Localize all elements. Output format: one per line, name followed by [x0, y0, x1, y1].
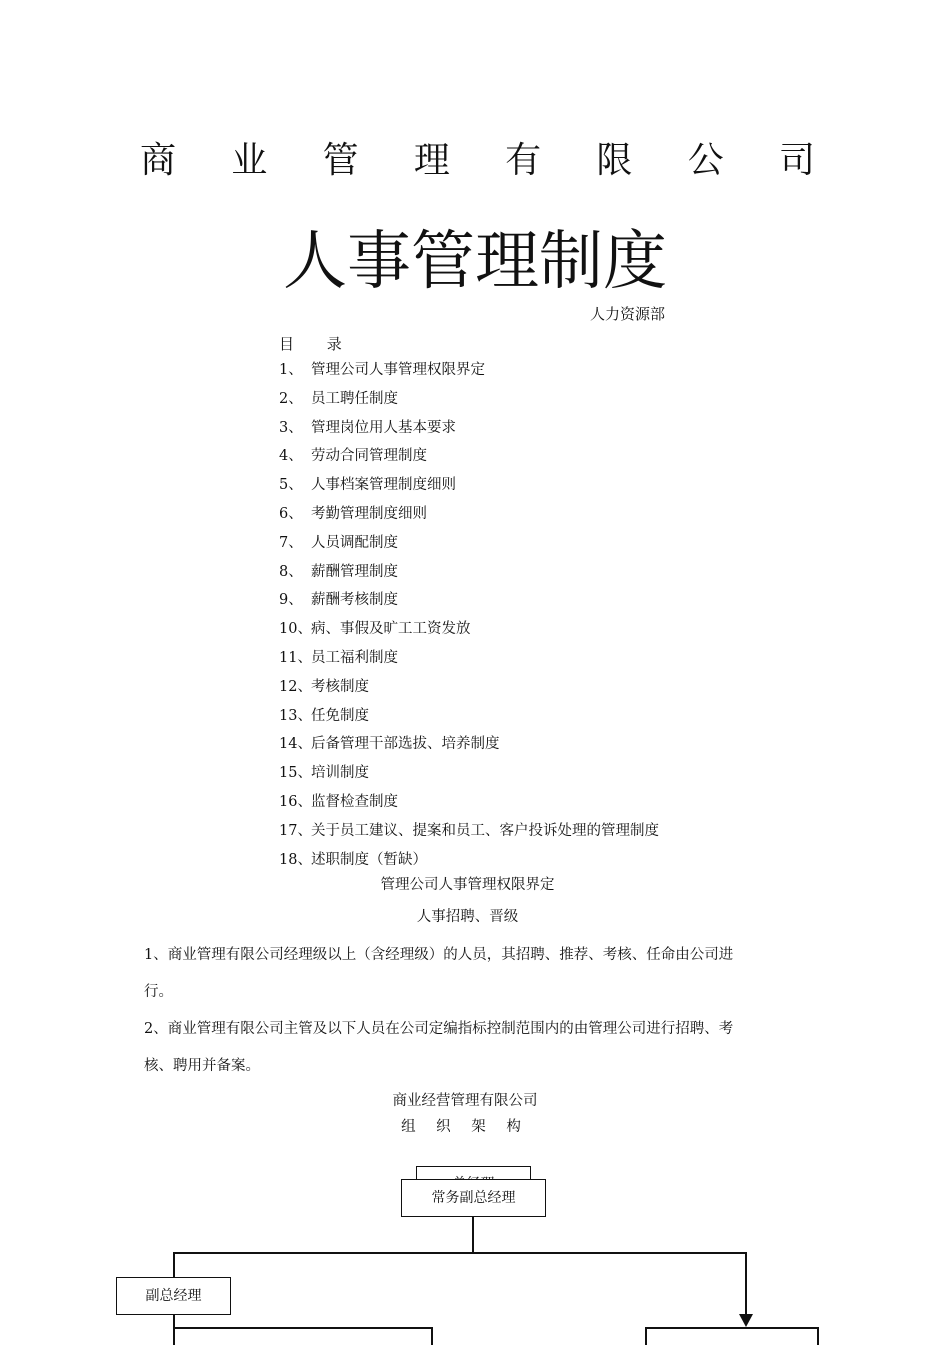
org-company-name: 商业经营管理有限公司: [392, 1093, 538, 1109]
org-box-executive-vp: [401, 1179, 546, 1217]
toc-item: [279, 500, 659, 529]
toc-item: [279, 644, 659, 673]
document-title: 人事管理制度: [283, 225, 667, 299]
toc-item-text: 述职制度（暂缺）: [311, 851, 427, 868]
toc-item-number: 1、: [279, 362, 303, 378]
company-char: 商: [140, 140, 177, 181]
toc-item: [279, 385, 659, 414]
connector-line: [173, 1315, 175, 1345]
department-label: 人力资源部: [590, 305, 666, 323]
connector-line: [745, 1252, 747, 1317]
toc-item-number: 8、: [279, 563, 303, 580]
toc-item-text: 考勤管理制度细则: [311, 505, 427, 522]
toc-item: [279, 356, 659, 385]
toc-item-text: 监督检查制度: [311, 793, 398, 810]
toc-item: [279, 846, 659, 875]
section-title: 管理公司人事管理权限界定: [380, 877, 555, 893]
toc-item-text: 薪酬考核制度: [311, 592, 398, 609]
toc-item-number: 6、: [279, 505, 303, 522]
company-char: 公: [687, 140, 724, 181]
toc-item-number: 10、: [279, 621, 312, 638]
toc-item: [279, 673, 659, 702]
toc-item-number: 2、: [279, 390, 303, 407]
org-chart-title: 组 织 架 构: [401, 1119, 529, 1135]
toc-heading: 目 录: [279, 335, 356, 353]
toc-item-text: 培训制度: [311, 765, 369, 782]
company-char: 理: [413, 140, 450, 181]
company-char: 业: [231, 140, 268, 181]
toc-item-text: 任免制度: [311, 707, 369, 724]
toc-item-number: 4、: [279, 448, 303, 465]
toc-item: [279, 442, 659, 471]
toc-item-text: 员工聘任制度: [311, 390, 398, 407]
toc-item-number: 15、: [279, 765, 312, 782]
org-box-label: 常务副总经理: [431, 1190, 516, 1206]
toc-item: [279, 730, 659, 759]
toc-item: [279, 788, 659, 817]
connector-line: [645, 1327, 818, 1329]
toc-item: [279, 702, 659, 731]
toc-item-number: 18、: [279, 851, 312, 868]
toc-item-number: 12、: [279, 678, 312, 695]
org-box-vice-president: [116, 1277, 231, 1315]
toc-item-number: 14、: [279, 736, 312, 753]
toc-item-text: 考核制度: [311, 678, 369, 695]
toc-item-text: 员工福利制度: [311, 649, 398, 666]
toc-item-number: 16、: [279, 793, 312, 810]
toc-item-number: 3、: [279, 419, 303, 436]
toc-item-number: 17、: [279, 822, 312, 839]
toc-item: [279, 759, 659, 788]
org-box-label: 副总经理: [145, 1288, 202, 1304]
toc-item-number: 13、: [279, 707, 312, 724]
toc-item-number: 9、: [279, 592, 303, 609]
toc-item-text: 关于员工建议、提案和员工、客户投诉处理的管理制度: [311, 822, 659, 839]
arrow-down-icon: [739, 1314, 753, 1328]
company-char: 管: [322, 140, 359, 181]
paragraph-2: 2、商业管理有限公司主管及以下人员在公司定编指标控制范围内的由管理公司进行招聘、考核、聘用并备案。: [144, 1021, 734, 1074]
connector-line: [472, 1217, 474, 1253]
toc-item: [279, 586, 659, 615]
connector-line: [645, 1327, 647, 1345]
section-subtitle: 人事招聘、晋级: [416, 909, 519, 925]
paragraph-1: 1、商业管理有限公司经理级以上（含经理级）的人员，其招聘、推荐、考核、任命由公司进行。: [144, 947, 734, 1000]
toc-item-number: 11、: [279, 649, 312, 666]
toc-item-text: 人员调配制度: [311, 534, 398, 551]
toc-list: [279, 356, 659, 874]
toc-item-text: 薪酬管理制度: [311, 563, 398, 580]
toc-item-number: 5、: [279, 477, 303, 494]
toc-item-text: 人事档案管理制度细则: [311, 477, 456, 494]
connector-line: [431, 1327, 433, 1345]
toc-item: [279, 529, 659, 558]
company-char: 司: [778, 140, 815, 181]
toc-item: [279, 471, 659, 500]
toc-item: [279, 817, 659, 846]
toc-item-text: 病、事假及旷工工资发放: [311, 621, 471, 638]
connector-line: [817, 1327, 819, 1345]
toc-item-text: 后备管理干部选拔、培养制度: [311, 736, 500, 753]
connector-line: [173, 1327, 432, 1329]
toc-item: [279, 558, 659, 587]
connector-line: [173, 1252, 746, 1254]
company-char: 限: [596, 140, 633, 181]
toc-item-text: 劳动合同管理制度: [311, 448, 427, 465]
toc-item: [279, 615, 659, 644]
company-char: 有: [505, 140, 542, 181]
toc-item-number: 7、: [279, 534, 303, 551]
connector-line: [173, 1252, 175, 1278]
toc-item-text: 管理岗位用人基本要求: [311, 419, 456, 436]
toc-item: [279, 414, 659, 443]
company-name-title: [140, 138, 815, 184]
toc-item-text: 管理公司人事管理权限界定: [311, 362, 485, 378]
